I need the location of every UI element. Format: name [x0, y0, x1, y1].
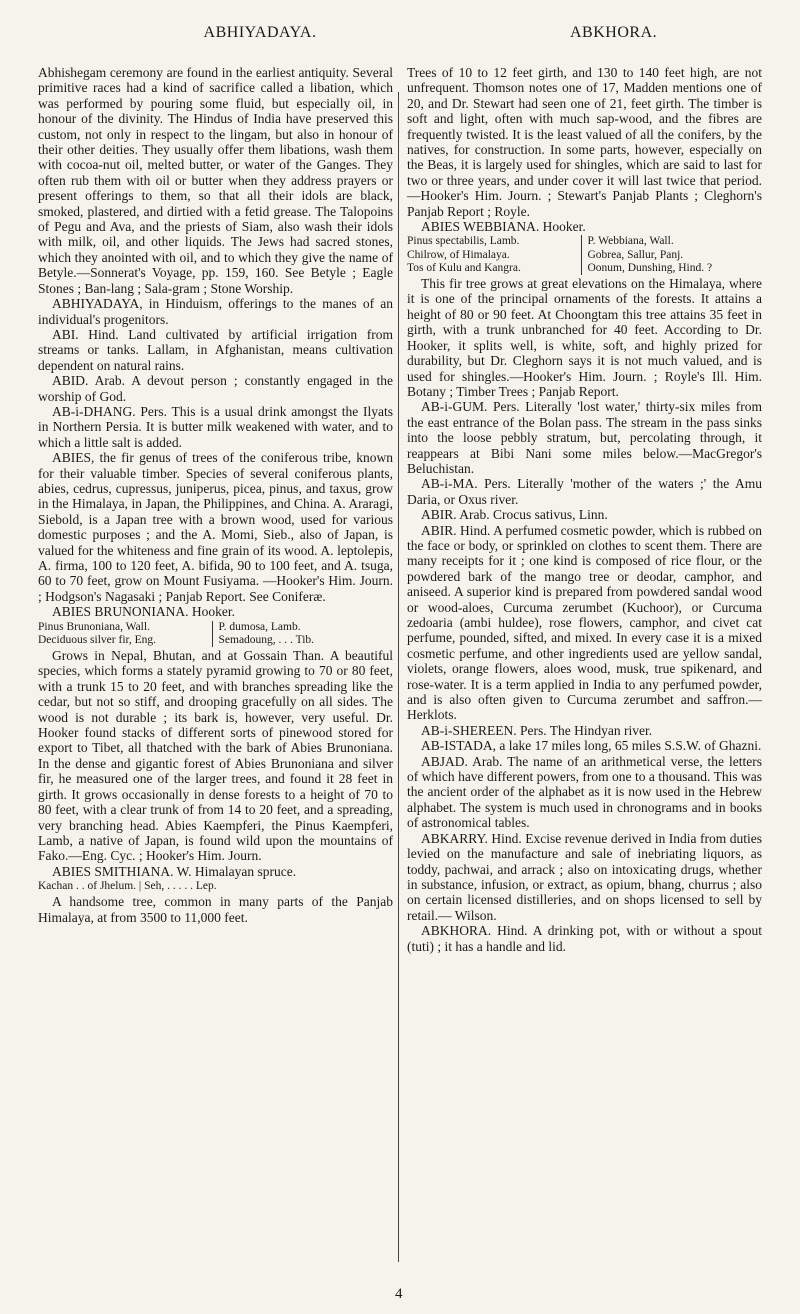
- header-left-word: ABHIYADAYA.: [203, 24, 317, 41]
- page-number: 4: [395, 1286, 403, 1302]
- entry-text: AB-i-MA. Pers. Literally 'mother of the waters ;' the Amu Daria, or Oxus river.: [407, 476, 762, 507]
- entry-text: AB-ISTADA, a lake 17 miles long, 65 miles S.S.W. of Ghazni.: [421, 738, 762, 754]
- synonym: P. dumosa, Lamb.: [218, 620, 301, 633]
- entry-text: ABHIYADAYA, in Hinduism, offerings to the manes of an individual's progenitors.: [38, 296, 393, 327]
- synonym: Deciduous silver fir, Eng.: [38, 634, 213, 647]
- synonym-table: [407, 235, 762, 275]
- entry-text: AB-i-DHANG. Pers. This is a usual drink amongst the Ilyats in Northern Persia. It is butter milk weakened with water, and to which a little salt is added.: [38, 403, 393, 450]
- column-divider: [398, 92, 399, 1262]
- entry-text: ABKARRY. Hind. Excise revenue derived in India from duties levied on the manufacture and sale of inebriating liquors, as toddy, pachwai, and arrack ; also on intoxicating drugs, whether in substance, infusion, or extract, as opium, bhang, churrus ; also on certain licensed distilleries, and on shops licensed to sell by retail.— Wilson.: [407, 830, 762, 923]
- entry-text: Trees of 10 to 12 feet girth, and 130 to 140 feet high, are not unfrequent. Thomson notes one of 17, Madden mentions one of 20, and Dr. Stewart had seen one of 21, feet girth. The timber is soft and light, often with much sap-wood, and the fibres are frequently twisted. It is the least valued of all the conifers, by the natives, for construction. In some parts, however, especially on the Beas, it is largely used for shingles, which are said to last for two or three years, and under cover it will last twice that period.—Hooker's Him. Journ. ; Stewart's Panjab Plants ; Cleghorn's Panjab Report ; Royle.: [407, 65, 762, 219]
- entry-text: Grows in Nepal, Bhutan, and at Gossain Than. A beautiful species, which forms a stately pyramid growing to 70 or 80 feet, with a trunk 15 to 20 feet, and with branches spreading like the cedar, but not so stiff, and drooping gracefully on all sides. The wood is not durable ; its bark is, however, very useful. Dr. Hooker found stacks of different sorts of pinewood stored for export to Tibet, all thatched with the bark of Abies Brunoniana. In the dense and gigantic forest of Abies Brunoniana and silver fir, he measured one of the larger trees, and found it 28 feet in girth. It grows occasionally in dense forests to a height of 70 to 80 feet, with a clear trunk of from 14 to 20 feet, and a spreading, very branching head. Abies Kaempferi, the Pinus Kaempferi, Lamb, a native of Japan, is found wild upon the mountains of Fako.—Eng. Cyc. ; Hooker's Him. Journ.: [38, 648, 393, 864]
- entry-heading: ABIES BRUNONIANA. Hooker.: [52, 604, 235, 620]
- synonym: Gobrea, Sallur, Panj.: [587, 248, 684, 261]
- entry-text: AB-i-GUM. Pers. Literally 'lost water,' thirty-six miles from the east entrance of the Bolan pass. The stream in the pass sinks into the loose pebbly stratum, but, percolating through, it reappears at Bibi Nani some miles below.—MacGregor's Beluchistan.: [407, 399, 762, 476]
- running-header: [40, 24, 760, 64]
- synonym: Semadoung, . . . Tib.: [218, 633, 315, 646]
- synonym-table: [38, 621, 393, 647]
- left-column: [38, 65, 393, 925]
- entry-text: Abhishegam ceremony are found in the earliest antiquity. Several primitive races had a kind of sacrifice called a libation, which was performed by pouring some fluid, but especially oil, in honour of the divinity. The Hindus of India have preserved this custom, not only in respect to the lingam, but also in honour of their other deities. They usually offer them libations, wash them with cocoa-nut oil, melted butter, or water of the Ganges. They often rub them with oil or butter when they address prayers or present offerings to them, so that all their idols are black, smoked, plastered, and dirtied with a fetid grease. The Talopoins of Pegu and Ava, and the priests of Siam, also wash their idols with milk, oil, and other liquids. The Jews had sacred stones, which they anointed with oil, and to which they give the name of Betyle.—Sonnerat's Voyage, pp. 159, 160. See Betyle ; Eagle Stones ; Ban-lang ; Sala-gram ; Stone Worship.: [38, 65, 393, 296]
- entry-text: ABID. Arab. A devout person ; constantly engaged in the worship of God.: [38, 373, 393, 404]
- synonym: Chilrow, of Himalaya.: [407, 249, 582, 262]
- entry-text: ABIES, the fir genus of trees of the coniferous tribe, known for their valuable timber. Species of several coniferous plants, abies, cedrus, cupressus, juniperus, picea, pinus, and taxus, grow in the Himalaya, in Japan, the Philippines, and China. A. Araragi, Siebold, is a Japan tree with a brown wood, used for various domestic purposes ; and the A. Momi, Sieb., also of Japan, is valued for the whiteness and fine grain of its wood. A. leptolepis, A. firma, 100 to 120 feet, A. bifida, 90 to 100 feet, and A. tsuga, 60 to 70 feet, grow on Mount Fusiyama. —Hooker's Him. Journ. ; Hodgson's Nagasaki ; Panjab Report. See Coniferæ.: [38, 450, 393, 604]
- entry-text: ABJAD. Arab. The name of an arithmetical verse, the letters of which have different powers, from one to a thousand. This was the ancient order of the alphabet as it is now used in the Hebrew alphabet. The system is much used in chronograms and in books of astronomical tables.: [407, 753, 762, 831]
- synonym-line: Kachan . . of Jhelum. | Seh, . . . . . Lep.: [38, 880, 217, 893]
- entry-text: ABI. Hind. Land cultivated by artificial irrigation from streams or tanks. Lallam, in Afghanistan, means cultivation dependent on natural rains.: [38, 326, 393, 373]
- right-column: [407, 65, 762, 954]
- entry-text: ABIR. Hind. A perfumed cosmetic powder, which is rubbed on the face or body, or sprinkled on clothes to scent them. There are many receipts for it ; one kind is composed of rice flour, or the powdered bark of the mango tree or deodar, camphor, and aniseed. A superior kind is prepared from powdered sandal wood or wood-aloes, Curcuma zerumbet (Kuchoor), or Curcuma zedoaria (ambi huldee), rose flowers, camphor, and civet cat perfume, pounded, sifted, and mixed. In every case it is a mixed cosmetic perfume, and other ingredients used are yellow sandal, violets, orange flowers, aloes wood, musk, true spikenard, and rose-water. It is a term applied in India to any perfumed powder, and is also often given to Curcuma zerumbet and saffron.— Herklots.: [407, 522, 762, 723]
- synonym: Pinus Brunoniana, Wall.: [38, 621, 213, 634]
- entry-text: This fir tree grows at great elevations on the Himalaya, where it is one of the principal ornaments of the forests. It attains a height of 80 or 90 feet. At Choongtam this tree attains 35 feet in girth, with a trunk unbranched for 40 feet. According to Dr. Hooker, it splits well, is white, soft, and highly prized for durability, but Dr. Cleghorn says it is not much valued, and is used for shingles.—Hooker's Him. Journ. ; Royle's Ill. Him. Botany ; Timber Trees ; Panjab Report.: [407, 276, 762, 399]
- entry-text: A handsome tree, common in many parts of the Panjab Himalaya, at from 3500 to 11,000 feet.: [38, 894, 393, 925]
- synonym: P. Webbiana, Wall.: [587, 235, 674, 248]
- entry-heading: ABIES WEBBIANA. Hooker.: [421, 219, 586, 235]
- header-right-word: ABKHORA.: [570, 24, 658, 41]
- synonym: Oonum, Dunshing, Hind. ?: [587, 261, 713, 274]
- synonym: Pinus spectabilis, Lamb.: [407, 235, 582, 248]
- entry-text: AB-i-SHEREEN. Pers. The Hindyan river.: [421, 722, 653, 738]
- entry-text: ABIR. Arab. Crocus sativus, Linn.: [421, 507, 608, 523]
- entry-heading: ABIES SMITHIANA. W. Himalayan spruce.: [52, 863, 297, 879]
- entry-text: ABKHORA. Hind. A drinking pot, with or without a spout (tuti) ; it has a handle and lid.: [407, 923, 762, 954]
- synonym: Tos of Kulu and Kangra.: [407, 262, 582, 275]
